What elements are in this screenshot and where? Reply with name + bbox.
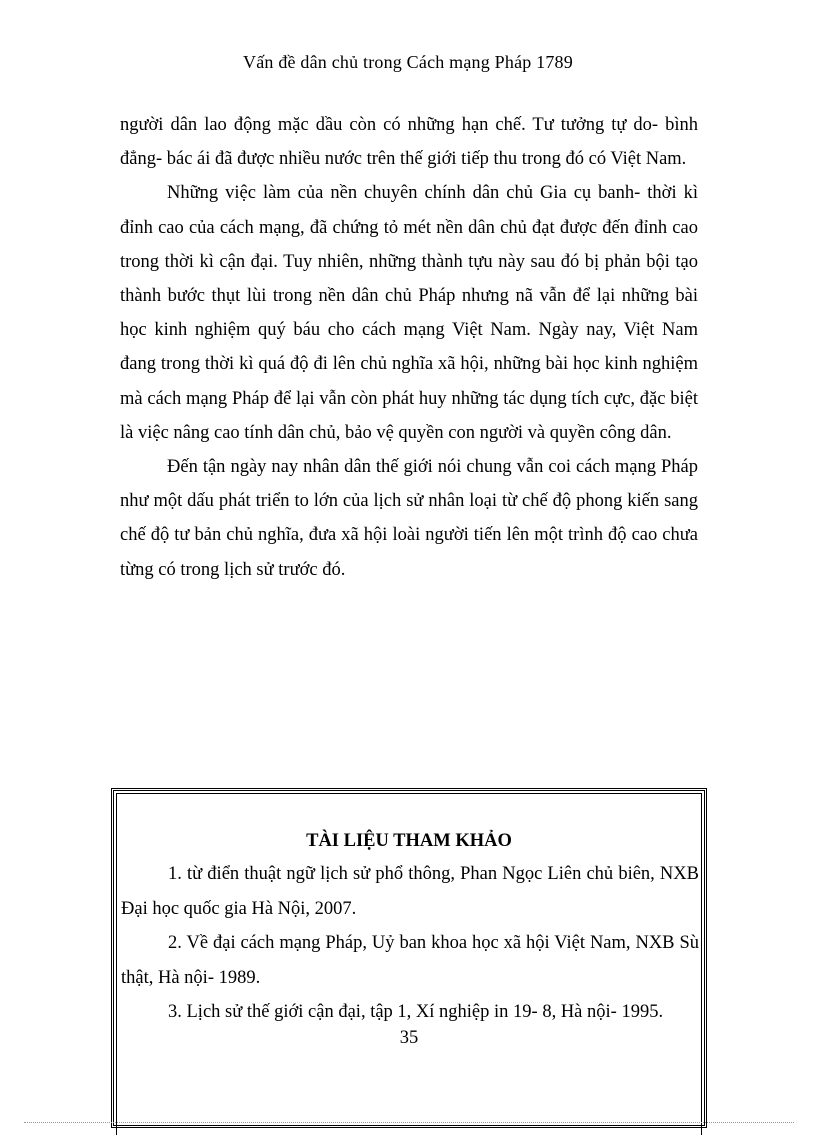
paragraph: người dân lao động mặc dầu còn có những hạn chế. Tư tưởng tự do- bình đẳng- bác ái đã được nhiều nước trên thế giới tiếp thu trong đó có Việt Nam. (120, 115, 698, 170)
reference-item: 1. từ điển thuật ngữ lịch sử phổ thông, Phan Ngọc Liên chủ biên, NXB Đại học quốc gia Hà Nội, 2007. (121, 864, 699, 919)
paragraph: Đến tận ngày nay nhân dân thế giới nói chung vẫn coi cách mạng Pháp như một dấu phát triển to lớn của lịch sử nhân loại từ chế độ phong kiến sang chế độ tư bản chủ nghĩa, đưa xã hội loài người tiến lên một trình độ cao chưa từng có trong lịch sử trước đó. (120, 457, 698, 580)
paragraph: Những việc làm của nền chuyên chính dân chủ Gia cụ banh- thời kì đỉnh cao của cách mạng, đã chứng tỏ mét nền dân chủ đạt được đến đỉnh cao trong thời kì cận đại. Tuy nhiên, những thành tựu này sau đó bị phản bội tạo thành bước thụt lùi trong nền dân chủ Pháp nhưng nã vẫn để lại những bài học kinh nghiệm quý báu cho cách mạng Việt Nam. Ngày nay, Việt Nam đang trong thời kì quá độ đi lên chủ nghĩa xã hội, những bài học kinh nghiệm mà cách mạng Pháp để lại vẫn còn phát huy những tác dụng tích cực, đặc biệt là việc nâng cao tính dân chủ, bảo vệ quyền con người và quyền công dân. (120, 183, 698, 443)
page-header: Vấn đề dân chủ trong Cách mạng Pháp 1789 (243, 52, 573, 72)
reference-item: 2. Về đại cách mạng Pháp, Uỷ ban khoa học xã hội Việt Nam, NXB Sù thật, Hà nội- 1989. (121, 933, 699, 988)
references-box (111, 788, 707, 1128)
references-title: TÀI LIỆU THAM KHẢO (306, 831, 512, 851)
references-list (121, 857, 699, 1030)
page-number: 35 (399, 1028, 419, 1048)
reference-item: 3. Lịch sử thế giới cận đại, tập 1, Xí nghiệp in 19- 8, Hà nội- 1995. (168, 1002, 664, 1022)
body-text (120, 108, 698, 587)
